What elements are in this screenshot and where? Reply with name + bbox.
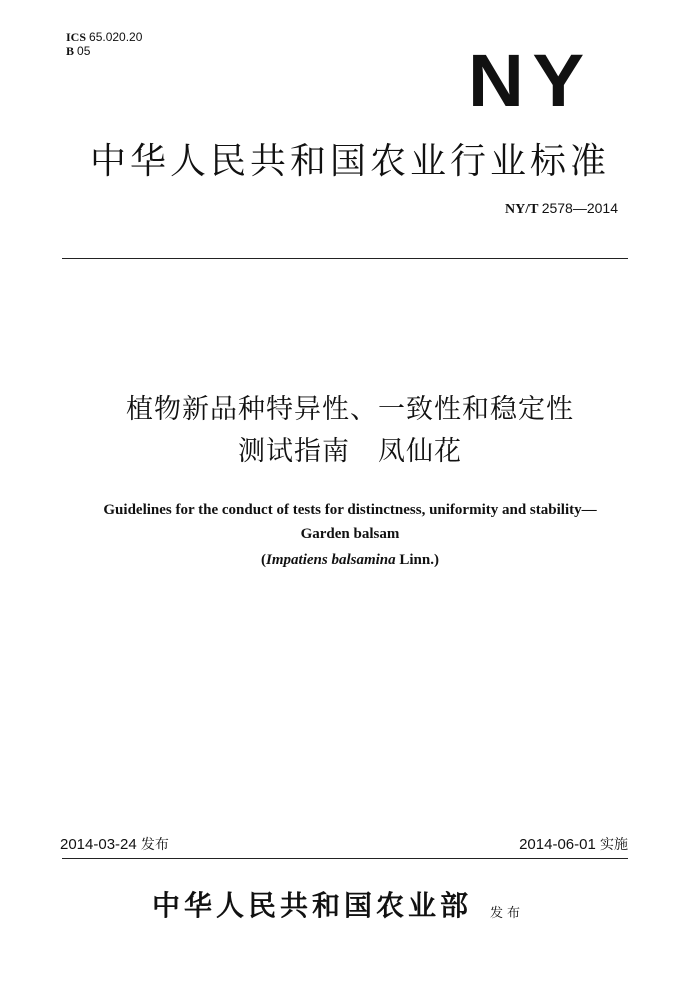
effective-date-block bbox=[519, 834, 628, 854]
standard-code bbox=[505, 200, 618, 218]
ics-code: 65.020.20 bbox=[89, 30, 143, 44]
effective-date: 2014-06-01 bbox=[519, 836, 596, 853]
issue-date-block bbox=[60, 834, 169, 854]
issue-date: 2014-03-24 bbox=[60, 836, 137, 853]
top-divider bbox=[62, 258, 628, 259]
chinese-title-line1: 植物新品种特异性、一致性和稳定性 bbox=[126, 394, 574, 425]
chinese-title-line2: 测试指南 凤仙花 bbox=[238, 436, 462, 467]
species-authority: Linn.) bbox=[395, 552, 439, 568]
classification-codes bbox=[66, 30, 142, 58]
ny-logo: NY bbox=[467, 39, 593, 122]
class-line bbox=[66, 44, 142, 58]
english-title-line3 bbox=[30, 549, 670, 571]
issue-label: 发布 bbox=[140, 837, 169, 853]
species-name: Impatiens balsamina bbox=[266, 552, 396, 568]
bottom-divider bbox=[62, 858, 628, 859]
english-title-line2: Garden balsam bbox=[300, 526, 400, 542]
standard-code-prefix: NY/T bbox=[505, 202, 539, 217]
issuing-authority: 中华人民共和国农业部 bbox=[152, 889, 473, 922]
species-open-paren: ( bbox=[261, 552, 267, 568]
ics-label: ICS bbox=[66, 30, 87, 44]
class-code: 05 bbox=[77, 44, 91, 58]
ics-line bbox=[66, 30, 142, 44]
class-label: B bbox=[66, 44, 75, 58]
english-title-line1: Guidelines for the conduct of tests for distinctness, uniformity and stability— bbox=[103, 502, 597, 518]
issuing-label: 发布 bbox=[490, 906, 525, 921]
effective-label: 实施 bbox=[600, 837, 628, 853]
standard-title: 中华人民共和国农业行业标准 bbox=[89, 141, 610, 182]
standard-code-number: 2578—2014 bbox=[541, 200, 618, 216]
